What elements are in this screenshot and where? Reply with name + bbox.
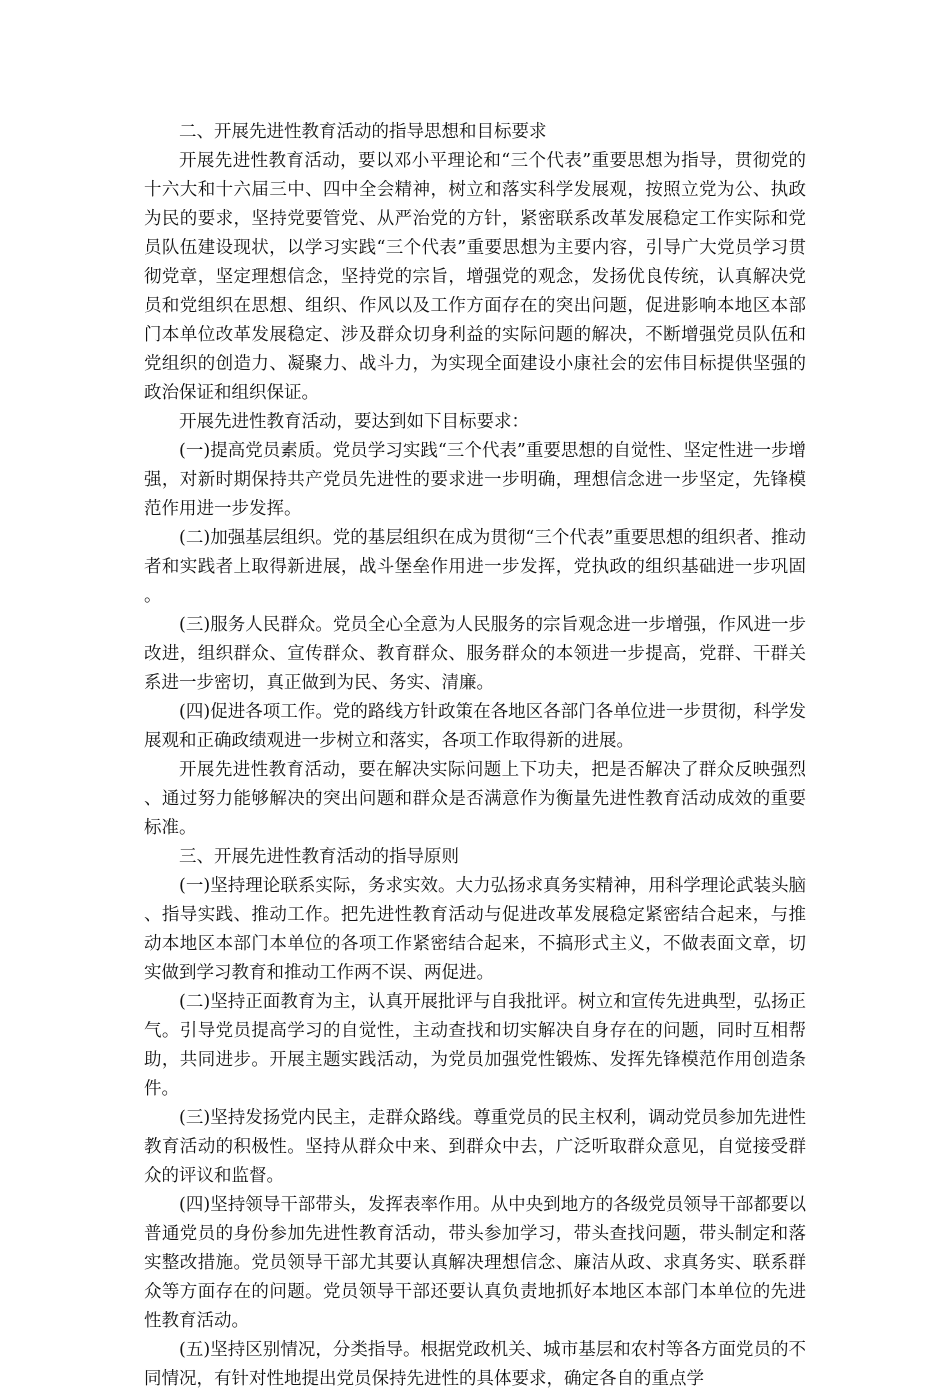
section-heading-2: 二、开展先进性教育活动的指导思想和目标要求 <box>179 122 547 142</box>
goal-item-2: (二)加强基层组织。党的基层组织在成为贯彻“三个代表”重要思想的组织者、推动者和实践者上取得新进展，战斗堡垒作用进一步发挥，党执政的组织基础进一步巩固。 <box>144 528 806 606</box>
principle-item-4: (四)坚持领导干部带头，发挥表率作用。从中央到地方的各级党员领导干部都要以普通党员的身份参加先进性教育活动，带头参加学习，带头查找问题，带头制定和落实整改措施。党员领导干部尤其要认真解决理想信念、廉洁从政、求真务实、联系群众等方面存在的问题。党员领导干部还要认真负责地抓好本地区本部门本单位的先进性教育活动。 <box>144 1195 806 1331</box>
goal-item-1: (一)提高党员素质。党员学习实践“三个代表”重要思想的自觉性、坚定性进一步增强，对新时期保持共产党员先进性的要求进一步明确，理想信念进一步坚定，先锋模范作用进一步发挥。 <box>144 441 806 519</box>
principle-item-2: (二)坚持正面教育为主，认真开展批评与自我批评。树立和宣传先进典型，弘扬正气。引导党员提高学习的自觉性，主动查找和切实解决自身存在的问题，同时互相帮助，共同进步。开展主题实践活动，为党员加强党性锻炼、发挥先锋模范作用创造条件。 <box>144 992 806 1099</box>
paragraph-goals-intro: 开展先进性教育活动，要达到如下目标要求： <box>179 412 529 432</box>
principle-item-5: (五)坚持区别情况，分类指导。根据党政机关、城市基层和农村等各方面党员的不同情况，有针对性地提出党员保持先进性的具体要求，确定各自的重点学 <box>144 1340 806 1389</box>
paragraph-guiding-thought: 开展先进性教育活动，要以邓小平理论和“三个代表”重要思想为指导，贯彻党的十六大和十六届三中、四中全会精神，树立和落实科学发展观，按照立党为公、执政为民的要求，坚持党要管党、从严治党的方针，紧密联系改革发展稳定工作实际和党员队伍建设现状，以学习实践“三个代表”重要思想为主要内容，引导广大党员学习贯彻党章，坚定理想信念，坚持党的宗旨，增强党的观念，发扬优良传统，认真解决党员和党组织在思想、组织、作风以及工作方面存在的突出问题，促进影响本地区本部门本单位改革发展稳定、涉及群众切身利益的实际问题的解决，不断增强党员队伍和党组织的创造力、凝聚力、战斗力，为实现全面建设小康社会的宏伟目标提供坚强的政治保证和组织保证。 <box>144 151 806 403</box>
goal-item-4: (四)促进各项工作。党的路线方针政策在各地区各部门各单位进一步贯彻，科学发展观和正确政绩观进一步树立和落实，各项工作取得新的进展。 <box>144 702 806 751</box>
principle-item-3: (三)坚持发扬党内民主，走群众路线。尊重党员的民主权利，调动党员参加先进性教育活动的积极性。坚持从群众中来、到群众中去，广泛听取群众意见，自觉接受群众的评议和监督。 <box>144 1108 806 1186</box>
principle-item-1: (一)坚持理论联系实际，务求实效。大力弘扬求真务实精神，用科学理论武装头脑、指导实践、推动工作。把先进性教育活动与促进改革发展稳定紧密结合起来，与推动本地区本部门本单位的各项工作紧密结合起来，不搞形式主义，不做表面文章，切实做到学习教育和推动工作两不误、两促进。 <box>144 876 806 983</box>
document-body <box>144 118 806 1394</box>
paragraph-evaluation-standard: 开展先进性教育活动，要在解决实际问题上下功夫，把是否解决了群众反映强烈、通过努力能够解决的突出问题和群众是否满意作为衡量先进性教育活动成效的重要标准。 <box>144 760 806 838</box>
goal-item-3: (三)服务人民群众。党员全心全意为人民服务的宗旨观念进一步增强，作风进一步改进，组织群众、宣传群众、教育群众、服务群众的本领进一步提高，党群、干群关系进一步密切，真正做到为民、务实、清廉。 <box>144 615 806 693</box>
section-heading-3: 三、开展先进性教育活动的指导原则 <box>179 847 459 867</box>
